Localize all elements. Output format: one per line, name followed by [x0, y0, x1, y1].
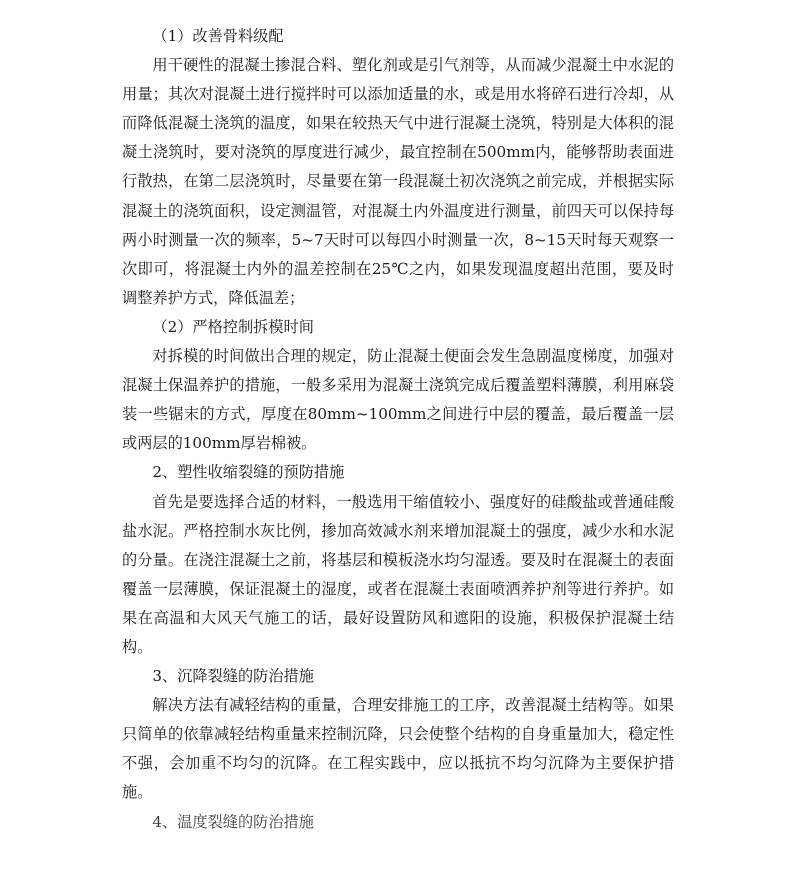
section-heading-cutoff: 4、温度裂缝的防治措施: [152, 812, 314, 831]
paragraph-plastic-shrinkage: 首先是要选择合适的材料，一般选用干缩值较小、强度好的硅酸盐或普通硅酸盐水泥。严格控制水灰比例，掺加高效减水剂来增加混凝土的强度，减少水和水泥的分量。在浇注混凝土之前，将基层和模板浇水均匀湿透。要及时在混凝土的表面覆盖一层薄膜，保证混凝土的湿度，或者在混凝土表面喷洒养护剂等进行养护。如果在高温和大风天气施工的话，最好设置防风和遮阳的设施，积极保护混凝土结构。: [122, 492, 674, 656]
section-heading-plastic-shrinkage: 2、塑性收缩裂缝的预防措施: [152, 463, 345, 482]
section-heading-aggregate-grading: （1）改善骨料级配: [152, 27, 284, 45]
section-heading-formwork-removal: （2）严格控制拆模时间: [152, 317, 314, 336]
section-heading-settlement-cracks: 3、沉降裂缝的防治措施: [152, 667, 314, 686]
paragraph-settlement-cracks: 解决方法有减轻结构的重量，合理安排施工的工序，改善混凝土结构等。如果只简单的依靠减轻结构重量来控制沉降，只会使整个结构的自身重量加大，稳定性不强，会加重不均匀的沉降。在工程实践中，应以抵抗不均匀沉降为主要保护措施。: [122, 696, 674, 802]
paragraph-temperature-control: 用干硬性的混凝土掺混合料、塑化剂或是引气剂等，从而减少混凝土中水泥的用量；其次对混凝土进行搅拌时可以添加适量的水，或是用水将碎石进行冷却，从而降低混凝土浇筑的温度，如果在较热天气中进行混凝土浇筑，特别是大体积的混凝土浇筑时，要对浇筑的厚度进行减少，最宜控制在500mm内，能够帮助表面进行散热，在第二层浇筑时，尽量要在第一段混凝土初次浇筑之前完成，并根据实际混凝土的浇筑面积，设定测温管，对混凝土内外温度进行测量，前四天可以保持每两小时测量一次的频率，5~7天时可以每四小时测量一次，8~15天时每天观察一次即可，将混凝土内外的温差控制在25℃之内，如果发现温度超出范围，要及时调整养护方式，降低温差；: [122, 56, 674, 307]
document-body: [122, 22, 674, 837]
paragraph-formwork-removal: 对拆模的时间做出合理的规定，防止混凝土便面会发生急剧温度梯度，加强对混凝土保温养护的措施，一般多采用为混凝土浇筑完成后覆盖塑料薄膜，利用麻袋装一些锯末的方式，厚度在80mm~100mm之间进行中层的覆盖，最后覆盖一层或两层的100mm厚岩棉被。: [122, 347, 674, 453]
